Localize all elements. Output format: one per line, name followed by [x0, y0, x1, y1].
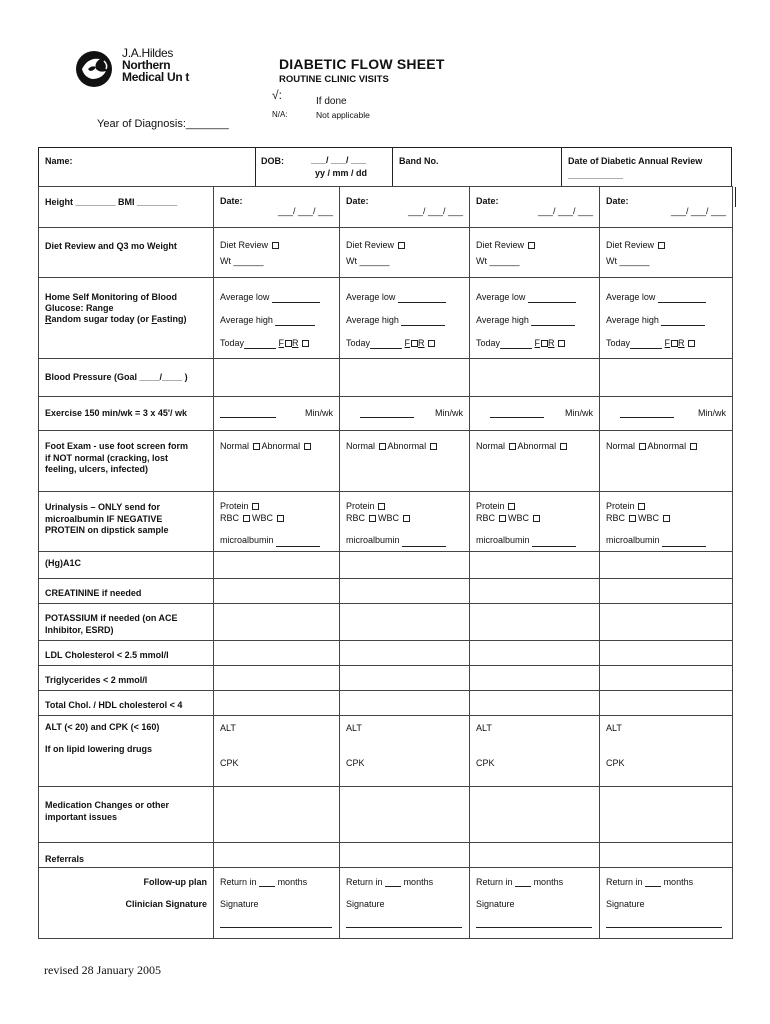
- name-label: Name:: [45, 156, 73, 166]
- date-blank: ___/ ___/ ___: [277, 206, 333, 216]
- alt-cpk-label: ALT (< 20) and CPK (< 160) If on lipid lowering drugs: [39, 716, 214, 787]
- bp-label: Blood Pressure (Goal ____/____ ): [39, 359, 214, 397]
- table-row: [39, 278, 733, 359]
- exercise-label: Exercise 150 min/wk = 3 x 45'/ wk: [39, 397, 214, 431]
- flow-sheet-table: [38, 186, 733, 939]
- table-row: [39, 187, 733, 228]
- urinalysis-cell[interactable]: Protein RBC WBC microalbumin: [340, 492, 470, 552]
- cholesterol-cell[interactable]: [340, 691, 470, 716]
- logo-line-2: Northern: [122, 58, 171, 72]
- clinic-logo: [70, 45, 220, 95]
- checkbox-icon[interactable]: [253, 443, 260, 450]
- table-row: [39, 579, 733, 604]
- potassium-cell[interactable]: [340, 604, 470, 641]
- year-of-diagnosis: Year of Diagnosis:_______: [97, 118, 229, 130]
- checkbox-icon[interactable]: [560, 443, 567, 450]
- ldl-cell[interactable]: [340, 641, 470, 666]
- a1c-cell[interactable]: [470, 552, 600, 579]
- visit-date-2[interactable]: [340, 187, 470, 228]
- checkbox-icon[interactable]: [277, 515, 284, 522]
- band-number-field[interactable]: [393, 148, 559, 186]
- table-row: [39, 787, 733, 843]
- diet-review-text: Diet Review: [476, 240, 525, 250]
- diet-review-text: Diet Review: [606, 240, 655, 250]
- creatinine-cell[interactable]: [470, 579, 600, 604]
- table-row: [39, 604, 733, 641]
- foot-exam-label: Foot Exam - use foot screen form if NOT normal (cracking, lost feeling, ulcers, infected): [39, 431, 214, 492]
- band-label: Band No.: [399, 156, 439, 166]
- page-title: DIABETIC FLOW SHEET: [279, 56, 445, 72]
- annual-review-label: Date of Diabetic Annual Review: [568, 156, 703, 166]
- checkbox-icon[interactable]: [379, 443, 386, 450]
- na-meaning: Not applicable: [316, 110, 370, 120]
- alt-cpk-cell[interactable]: ALT CPK: [470, 716, 600, 787]
- a1c-cell[interactable]: [340, 552, 470, 579]
- bp-cell[interactable]: [340, 359, 470, 397]
- bp-cell[interactable]: [470, 359, 600, 397]
- potassium-cell[interactable]: [470, 604, 600, 641]
- referrals-label: Referrals: [39, 843, 214, 868]
- potassium-cell[interactable]: [214, 604, 340, 641]
- exercise-cell[interactable]: Min/wk: [340, 397, 470, 431]
- followup-label: Follow-up plan Clinician Signature: [39, 868, 214, 939]
- followup-cell[interactable]: Return in months Signature: [214, 868, 340, 939]
- medication-cell[interactable]: [340, 787, 470, 843]
- date-label: Date:: [606, 196, 629, 206]
- visit-date-3[interactable]: [470, 187, 600, 228]
- foot-exam-cell[interactable]: Normal Abnormal: [600, 431, 733, 492]
- exercise-cell[interactable]: Min/wk: [600, 397, 733, 431]
- checkbox-icon[interactable]: [243, 515, 250, 522]
- ldl-label: LDL Cholesterol < 2.5 mmol/l: [39, 641, 214, 666]
- checkbox-icon[interactable]: [430, 443, 437, 450]
- table-row: [39, 397, 733, 431]
- urinalysis-cell[interactable]: Protein RBC WBC microalbumin: [470, 492, 600, 552]
- triglycerides-label: Triglycerides < 2 mmol/l: [39, 666, 214, 691]
- checkbox-icon[interactable]: [302, 340, 309, 347]
- date-label: Date:: [476, 196, 499, 206]
- triglycerides-cell[interactable]: [214, 666, 340, 691]
- checkbox-icon[interactable]: [285, 340, 292, 347]
- checkbox-icon[interactable]: [509, 443, 516, 450]
- checkbox-icon[interactable]: [272, 242, 279, 249]
- glucose-cell[interactable]: Average low Average high Today F R: [470, 278, 600, 359]
- referrals-cell[interactable]: [470, 843, 600, 868]
- table-row: [39, 641, 733, 666]
- cholesterol-cell[interactable]: [600, 691, 733, 716]
- table-row: [39, 552, 733, 579]
- creatinine-label: CREATININE if needed: [39, 579, 214, 604]
- revision-note: revised 28 January 2005: [44, 963, 161, 977]
- checkbox-icon[interactable]: [663, 515, 670, 522]
- dob-blank: ___/ ___/ ___: [311, 155, 367, 165]
- creatinine-cell[interactable]: [340, 579, 470, 604]
- medication-cell[interactable]: [214, 787, 340, 843]
- height-bmi-label: Height ________ BMI ________: [39, 187, 214, 228]
- checkbox-icon[interactable]: [528, 242, 535, 249]
- name-field[interactable]: [39, 148, 255, 186]
- date-label: Date:: [346, 196, 369, 206]
- medication-cell[interactable]: [600, 787, 733, 843]
- foot-exam-cell[interactable]: Normal Abnormal: [340, 431, 470, 492]
- diet-cell[interactable]: [600, 228, 733, 278]
- alt-cpk-cell[interactable]: ALT CPK: [340, 716, 470, 787]
- checkbox-icon[interactable]: [304, 443, 311, 450]
- ldl-cell[interactable]: [470, 641, 600, 666]
- medication-label: Medication Changes or other important issues: [39, 787, 214, 843]
- table-row: [39, 359, 733, 397]
- ldl-cell[interactable]: [214, 641, 340, 666]
- wt-text: Wt ______: [220, 256, 264, 266]
- alt-cpk-cell[interactable]: ALT CPK: [600, 716, 733, 787]
- referrals-cell[interactable]: [340, 843, 470, 868]
- cholesterol-cell[interactable]: [470, 691, 600, 716]
- checkbox-icon[interactable]: [369, 515, 376, 522]
- checkbox-icon[interactable]: [638, 503, 645, 510]
- logo-line-3: Medical Un t: [122, 70, 190, 84]
- wt-text: Wt ______: [606, 256, 650, 266]
- checkbox-icon[interactable]: [639, 443, 646, 450]
- date-blank: ___/ ___/ ___: [670, 206, 726, 216]
- checkbox-icon[interactable]: [508, 503, 515, 510]
- checkbox-icon[interactable]: [499, 515, 506, 522]
- checkbox-icon[interactable]: [629, 515, 636, 522]
- table-row: [39, 716, 733, 787]
- visit-date-1[interactable]: [214, 187, 340, 228]
- urinalysis-cell[interactable]: Protein RBC WBC microalbumin: [214, 492, 340, 552]
- a1c-cell[interactable]: [214, 552, 340, 579]
- bp-cell[interactable]: [214, 359, 340, 397]
- followup-cell[interactable]: Return in months Signature: [470, 868, 600, 939]
- date-blank: ___/ ___/ ___: [537, 206, 593, 216]
- text-cursor: [735, 187, 736, 207]
- bp-cell[interactable]: [600, 359, 733, 397]
- patient-header-row: [38, 147, 732, 187]
- checkbox-icon[interactable]: [403, 515, 410, 522]
- checkbox-icon[interactable]: [378, 503, 385, 510]
- diet-review-text: Diet Review: [220, 240, 269, 250]
- foot-exam-cell[interactable]: Normal Abnormal: [470, 431, 600, 492]
- annual-review-field[interactable]: [562, 148, 732, 186]
- logo-line-1: J.A.Hildes: [122, 46, 174, 60]
- date-label: Date:: [220, 196, 243, 206]
- potassium-label: POTASSIUM if needed (on ACE Inhibitor, ESRD): [39, 604, 214, 641]
- stylized-bird-logo-icon: [74, 49, 114, 89]
- date-blank: ___/ ___/ ___: [407, 206, 463, 216]
- diet-label: Diet Review and Q3 mo Weight: [39, 228, 214, 278]
- table-row: [39, 228, 733, 278]
- diet-cell[interactable]: [470, 228, 600, 278]
- triglycerides-cell[interactable]: [600, 666, 733, 691]
- diet-cell[interactable]: [214, 228, 340, 278]
- checkbox-icon[interactable]: [252, 503, 259, 510]
- check-meaning: If done: [316, 96, 347, 107]
- table-row: [39, 492, 733, 552]
- wt-text: Wt ______: [476, 256, 520, 266]
- exercise-cell[interactable]: Min/wk: [214, 397, 340, 431]
- wt-text: Wt ______: [346, 256, 390, 266]
- foot-exam-cell[interactable]: Normal Abnormal: [214, 431, 340, 492]
- dob-label: DOB:: [261, 156, 284, 166]
- annual-review-blank: ___________: [568, 170, 624, 180]
- alt-cpk-cell[interactable]: ALT CPK: [214, 716, 340, 787]
- triglycerides-cell[interactable]: [340, 666, 470, 691]
- exercise-cell[interactable]: Min/wk: [470, 397, 600, 431]
- page-subtitle: ROUTINE CLINIC VISITS: [279, 74, 389, 85]
- creatinine-cell[interactable]: [214, 579, 340, 604]
- table-row: [39, 843, 733, 868]
- referrals-cell[interactable]: [600, 843, 733, 868]
- checkbox-icon[interactable]: [533, 515, 540, 522]
- checkbox-icon[interactable]: [398, 242, 405, 249]
- cholesterol-cell[interactable]: [214, 691, 340, 716]
- a1c-cell[interactable]: [600, 552, 733, 579]
- glucose-cell[interactable]: Average low Average high Today F R: [600, 278, 733, 359]
- checkbox-icon[interactable]: [671, 340, 678, 347]
- glucose-cell[interactable]: Average low Average high Today F R: [214, 278, 340, 359]
- dob-format: yy / mm / dd: [315, 168, 368, 178]
- a1c-label: (Hg)A1C: [39, 552, 214, 579]
- diet-cell[interactable]: [340, 228, 470, 278]
- checkbox-icon[interactable]: [688, 340, 695, 347]
- followup-cell[interactable]: Return in months Signature: [600, 868, 733, 939]
- checkbox-icon[interactable]: [690, 443, 697, 450]
- followup-cell[interactable]: Return in months Signature: [340, 868, 470, 939]
- urinalysis-label: Urinalysis – ONLY send for microalbumin IF NEGATIVE PROTEIN on dipstick sample: [39, 492, 214, 552]
- visit-date-4[interactable]: [600, 187, 733, 228]
- medication-cell[interactable]: [470, 787, 600, 843]
- checkbox-icon[interactable]: [411, 340, 418, 347]
- checkbox-icon[interactable]: [658, 242, 665, 249]
- table-row: [39, 666, 733, 691]
- glucose-label: Home Self Monitoring of Blood Glucose: Range Random sugar today (or Fasting): [39, 278, 214, 359]
- potassium-cell[interactable]: [600, 604, 733, 641]
- table-row: [39, 868, 733, 939]
- cholesterol-label: Total Chol. / HDL cholesterol < 4: [39, 691, 214, 716]
- creatinine-cell[interactable]: [600, 579, 733, 604]
- referrals-cell[interactable]: [214, 843, 340, 868]
- urinalysis-cell[interactable]: Protein RBC WBC microalbumin: [600, 492, 733, 552]
- na-symbol: N/A:: [272, 110, 288, 119]
- ldl-cell[interactable]: [600, 641, 733, 666]
- check-symbol: √:: [272, 88, 282, 102]
- table-row: [39, 691, 733, 716]
- checkbox-icon[interactable]: [541, 340, 548, 347]
- diet-review-text: Diet Review: [346, 240, 395, 250]
- checkbox-icon[interactable]: [558, 340, 565, 347]
- triglycerides-cell[interactable]: [470, 666, 600, 691]
- table-row: [39, 431, 733, 492]
- glucose-cell[interactable]: Average low Average high Today F R: [340, 278, 470, 359]
- dob-field[interactable]: [255, 148, 394, 186]
- checkbox-icon[interactable]: [428, 340, 435, 347]
